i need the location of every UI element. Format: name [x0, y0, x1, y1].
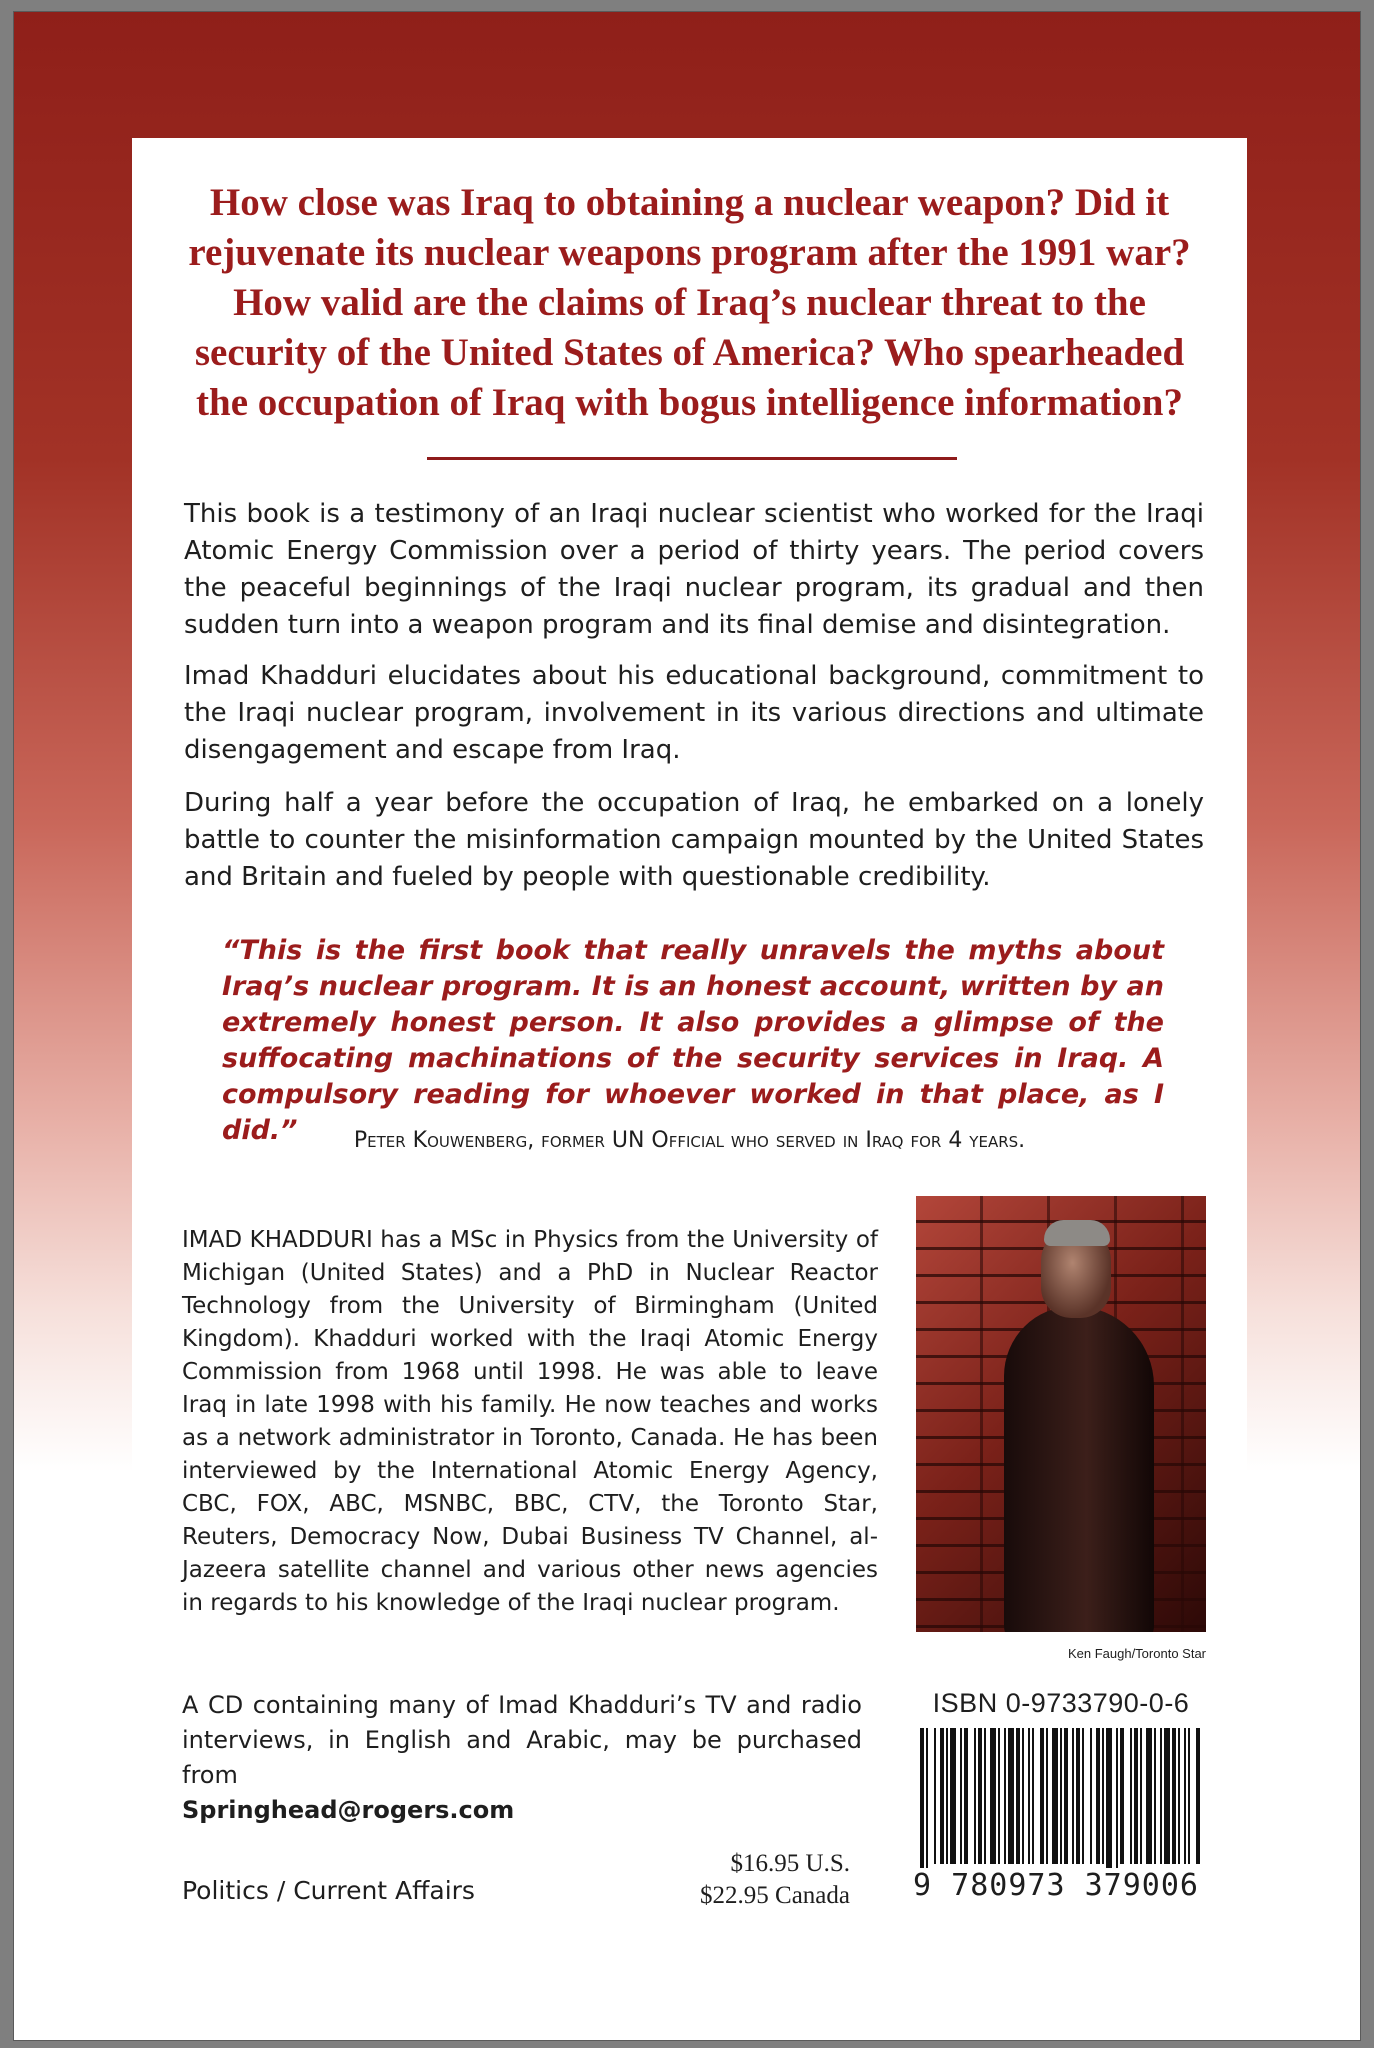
author-figure-coat — [1004, 1306, 1154, 1632]
description-paragraph-2: Imad Khadduri elucidates about his educational background, commitment to the Iraqi nuclear program, involvement in its various directions and ultimate disengagement and escape from Iraq. — [184, 661, 1204, 765]
back-cover — [14, 12, 1360, 2040]
author-photo — [916, 1196, 1206, 1632]
isbn-label: ISBN 0-9733790-0-6 — [932, 1688, 1190, 1718]
barcode-bar — [1052, 1728, 1058, 1864]
barcode-bar — [1184, 1728, 1186, 1864]
barcode-bar — [920, 1728, 924, 1876]
description-paragraph-3: During half a year before the occupation of Iraq, he embarked on a lonely battle to counter the misinformation campaign mounted by the United States and Britain and fueled by people with questionable credibility. — [184, 788, 1204, 892]
price-block — [572, 1848, 850, 1912]
barcode-bar — [998, 1728, 1000, 1864]
author-figure-hair — [1044, 1220, 1110, 1246]
barcode-bar — [1076, 1728, 1080, 1864]
barcode-bar — [946, 1728, 948, 1864]
barcode-bar — [1072, 1728, 1074, 1864]
barcode-bar — [1082, 1728, 1084, 1864]
barcode-bar — [940, 1728, 944, 1864]
endorsement-quote: “This is the first book that really unravels the myths about Iraq’s nuclear program. It is an honest account, written by an extremely honest person. It also provides a glimpse of the suffocating machinations of the security services in Iraq. A compulsory reading for whoever worked in that place, as I did.” — [222, 935, 1164, 1146]
barcode-bar — [1060, 1728, 1062, 1864]
barcode-bar — [1172, 1728, 1176, 1864]
barcode-bar — [950, 1728, 956, 1864]
barcode-bar — [1040, 1728, 1044, 1864]
price-canada: $22.95 Canada — [700, 1882, 850, 1909]
barcode-bar — [934, 1728, 936, 1864]
cd-notice-text: A CD containing many of Imad Khadduri’s TV and radio interviews, in English and Arabic, may be purchased from — [182, 1691, 862, 1789]
barcode-bar — [1046, 1728, 1048, 1864]
barcode-bar — [978, 1728, 982, 1864]
barcode-bar — [1154, 1728, 1156, 1864]
barcode-bar — [964, 1728, 968, 1864]
barcode-bar — [984, 1728, 986, 1864]
barcode-bar — [1140, 1728, 1142, 1864]
barcode-bar — [1120, 1728, 1124, 1864]
barcode-bar — [1022, 1728, 1024, 1864]
barcode-bar — [926, 1728, 928, 1876]
description-paragraph-1: This book is a testimony of an Iraqi nuclear scientist who worked for the Iraqi Atomic Energy Commission over a period of thirty years. The period covers the peaceful beginnings of the Iraqi nuclear program, its gradual and then sudden turn into a weapon program and its final demise and disintegration. — [184, 499, 1204, 640]
barcode-bar — [1096, 1728, 1100, 1864]
barcode-bar — [1064, 1728, 1068, 1864]
photo-credit: Ken Faugh/Toronto Star — [1067, 1646, 1206, 1661]
barcode-bar — [1004, 1728, 1006, 1864]
barcode-bar — [1008, 1728, 1014, 1864]
barcode-bar — [1188, 1728, 1190, 1864]
barcode-bar — [1196, 1728, 1200, 1864]
barcode-bar — [960, 1728, 962, 1864]
category-label: Politics / Current Affairs — [182, 1876, 475, 1905]
barcode-bar — [1028, 1728, 1030, 1864]
headline: How close was Iraq to obtaining a nuclear weapon? Did it rejuvenate its nuclear weapons program after the 1991 war? How valid are the claims of Iraq’s nuclear threat to the security of the United States of America? Who spearheaded the occupation of Iraq with bogus intelligence information? — [188, 181, 1191, 424]
barcode-bar — [1032, 1728, 1034, 1864]
barcode-bar — [1146, 1728, 1152, 1864]
author-bio: IMAD KHADDURI has a MSc in Physics from the University of Michigan (United States) and a PhD in Nuclear Reactor Technology from the University of Birmingham (United Kingdom). Khadduri worked with the Iraqi Atomic Energy Commission from 1968 until 1998. He was able to leave Iraq in late 1998 with his family. He now teaches and works as a network administrator in Toronto, Canada. He has been interviewed by the International Atomic Energy Agency, CBC, FOX, ABC, MSNBC, BBC, CTV, the Toronto Star, Reuters, Democracy Now, Dubai Business TV Channel, al-Jazeera satellite channel and various other news agencies in regards to his knowledge of the Iraqi nuclear program. — [182, 1227, 878, 1616]
quote-attribution: Peter Kouwenberg, former UN Official who served in Iraq for 4 years. — [353, 1128, 1026, 1153]
barcode-bar — [974, 1728, 976, 1864]
barcode-bar — [1116, 1728, 1118, 1876]
barcode-bar — [1178, 1728, 1180, 1864]
barcode-bar — [1164, 1728, 1170, 1864]
barcode-bar — [1130, 1728, 1132, 1864]
divider — [427, 457, 957, 460]
barcode-bar — [1090, 1728, 1092, 1864]
barcode-icon — [916, 1728, 1206, 1876]
barcode-bar — [1102, 1728, 1104, 1864]
cd-notice — [182, 1688, 862, 1828]
barcode-bar — [1134, 1728, 1138, 1864]
barcode-bar — [1106, 1728, 1112, 1876]
barcode-bar — [1160, 1728, 1162, 1864]
cover-panel — [132, 138, 1247, 2040]
cd-email-link[interactable]: Springhead@rogers.com — [182, 1796, 515, 1824]
price-us: $16.95 U.S. — [730, 1850, 850, 1877]
barcode-digits: 9 780973 379006 — [896, 1868, 1216, 1903]
barcode-bar — [990, 1728, 996, 1864]
barcode-bar — [1016, 1728, 1020, 1864]
